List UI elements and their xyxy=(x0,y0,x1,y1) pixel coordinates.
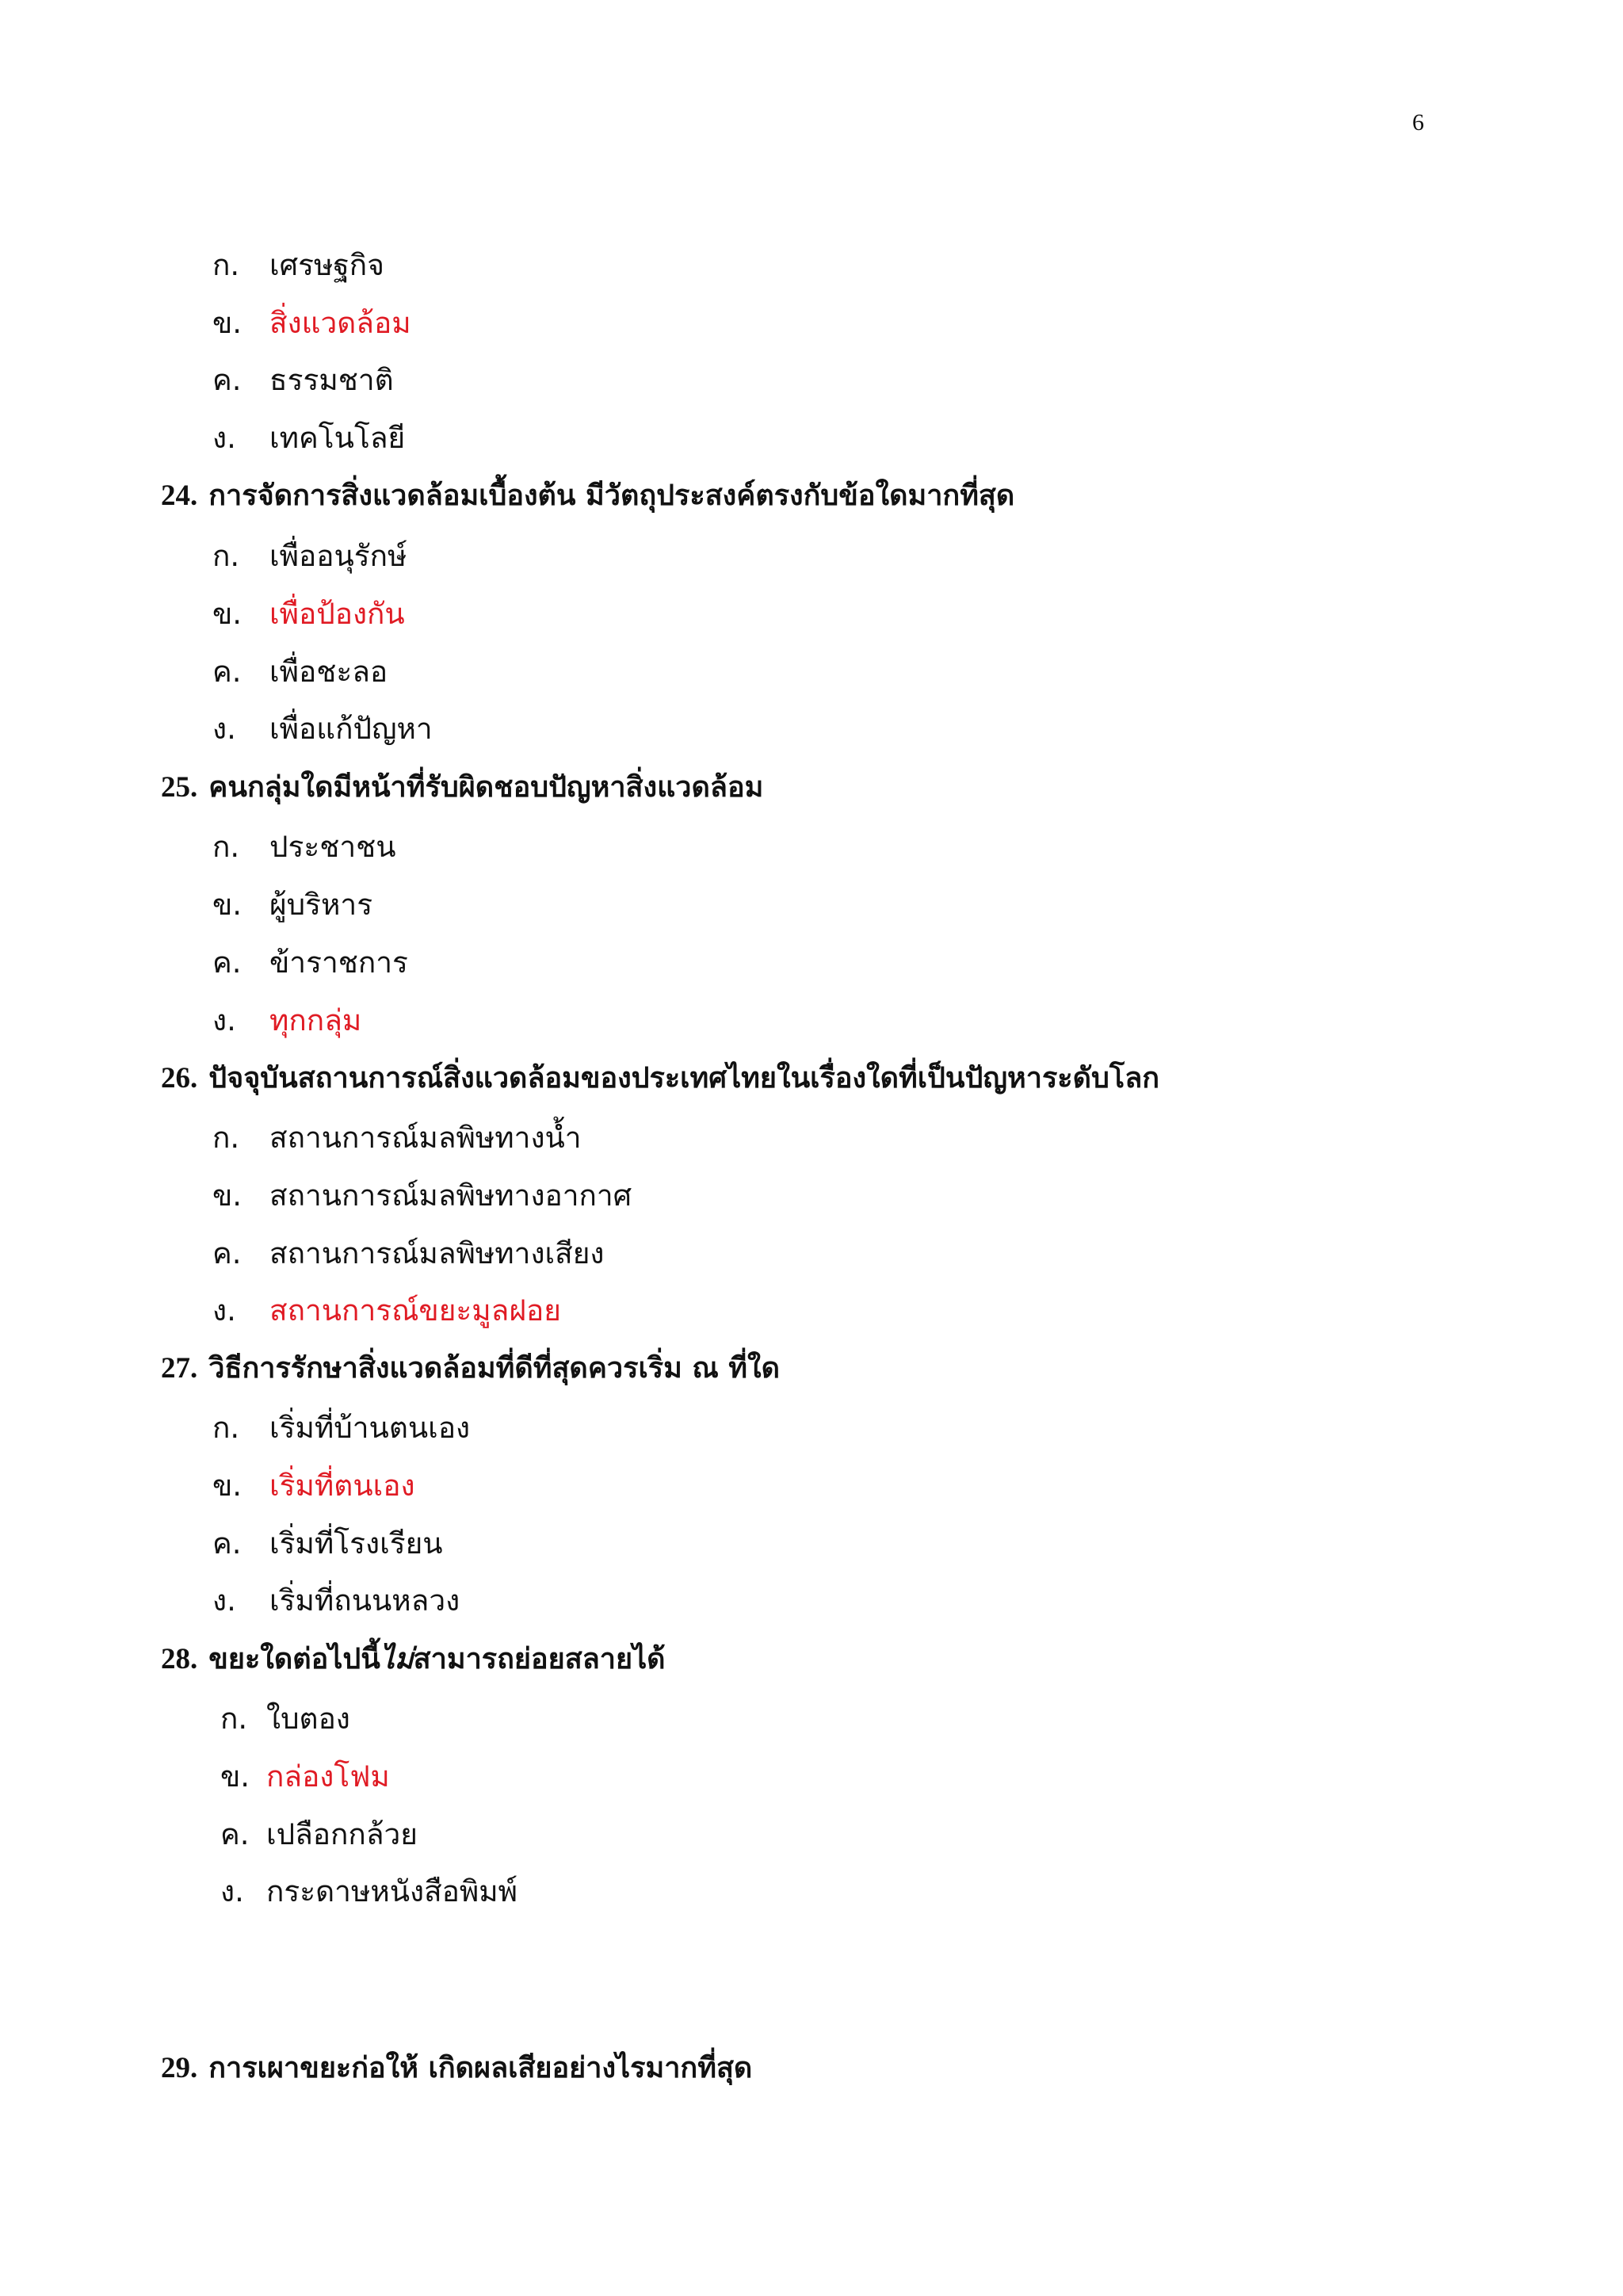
option-letter: ค. xyxy=(212,363,242,397)
option-letter: ค. xyxy=(212,655,242,689)
option-text: ข้าราชการ xyxy=(269,946,408,980)
option-letter: ข. xyxy=(212,1179,242,1213)
question-number: 26. xyxy=(161,1062,198,1095)
question-29 xyxy=(161,2045,752,2090)
option-text: สถานการณ์มลพิษทางน้ำ xyxy=(269,1121,582,1155)
option-text: กระดาษหนังสือพิมพ์ xyxy=(266,1874,518,1908)
option-letter: ก. xyxy=(212,830,240,864)
option-text: ประชาชน xyxy=(269,830,396,864)
question-number: 25. xyxy=(161,771,198,804)
question-text: วิธีการรักษาสิ่งแวดล้อมที่ดีที่สุดควรเริ่ม ณ ที่ใด xyxy=(208,1352,780,1385)
question-text: ขยะใดต่อไปนี้ xyxy=(208,1643,380,1675)
option-text: เริ่มที่ถนนหลวง xyxy=(269,1584,460,1618)
question-text: ปัจจุบันสถานการณ์สิ่งแวดล้อมของประเทศไทยในเรื่องใดที่เป็นปัญหาระดับโลก xyxy=(208,1062,1160,1095)
option-text: เปลือกกล้วย xyxy=(266,1817,418,1851)
option-text: ธรรมชาติ xyxy=(269,363,394,397)
option-letter: ค. xyxy=(220,1817,250,1851)
option-text: สถานการณ์มลพิษทางเสียง xyxy=(269,1236,605,1270)
page-number: 6 xyxy=(1412,109,1424,136)
option-letter: ง. xyxy=(212,712,236,746)
question-text-emphasis: ไม่ xyxy=(380,1643,414,1675)
option-text: เริ่มที่บ้านตนเอง xyxy=(269,1411,471,1445)
option-text: ใบตอง xyxy=(266,1702,350,1736)
option-letter: ก. xyxy=(212,1411,240,1445)
option-text-answer: สิ่งแวดล้อม xyxy=(269,306,411,340)
question-text: การเผาขยะก่อให้ เกิดผลเสียอย่างไรมากที่สุด xyxy=(208,2052,753,2084)
option-letter: ข. xyxy=(220,1759,250,1794)
option-text: เริ่มที่โรงเรียน xyxy=(269,1526,443,1561)
option-letter: ก. xyxy=(212,1121,240,1155)
question-27 xyxy=(161,1345,780,1390)
option-letter: ง. xyxy=(212,1293,236,1328)
question-26 xyxy=(161,1055,1159,1100)
option-text-answer: เพื่อป้องกัน xyxy=(269,597,405,631)
option-letter: ง. xyxy=(212,421,236,455)
option-letter: ข. xyxy=(212,597,242,631)
question-25 xyxy=(161,764,763,809)
option-letter: ค. xyxy=(212,946,242,980)
option-letter: ง. xyxy=(220,1874,244,1908)
question-text: การจัดการสิ่งแวดล้อมเบื้องต้น มีวัตถุประสงค์ตรงกับข้อใดมากที่สุด xyxy=(208,479,1015,512)
option-letter: ง. xyxy=(212,1584,236,1618)
option-text: เทคโนโลยี xyxy=(269,421,406,455)
option-text-answer: เริ่มที่ตนเอง xyxy=(269,1469,415,1503)
question-number: 27. xyxy=(161,1352,198,1385)
option-letter: ง. xyxy=(212,1003,236,1037)
option-letter: ก. xyxy=(212,248,240,282)
question-28 xyxy=(161,1636,666,1681)
question-text: คนกลุ่มใดมีหน้าที่รับผิดชอบปัญหาสิ่งแวดล้อม xyxy=(208,771,764,804)
option-text: เพื่อชะลอ xyxy=(269,655,388,689)
option-letter: ค. xyxy=(212,1236,242,1270)
option-letter: ค. xyxy=(212,1526,242,1561)
question-text: สามารถย่อยสลายได้ xyxy=(413,1643,666,1675)
option-letter: ข. xyxy=(212,888,242,922)
option-letter: ก. xyxy=(220,1702,248,1736)
question-number: 29. xyxy=(161,2052,198,2084)
question-number: 24. xyxy=(161,479,198,512)
option-text-answer: กล่องโฟม xyxy=(266,1759,390,1794)
option-text: สถานการณ์มลพิษทางอากาศ xyxy=(269,1179,632,1213)
option-text: เศรษฐกิจ xyxy=(269,248,384,282)
option-letter: ข. xyxy=(212,1469,242,1503)
option-letter: ก. xyxy=(212,539,240,573)
option-text: เพื่อแก้ปัญหา xyxy=(269,712,433,746)
question-number: 28. xyxy=(161,1643,198,1675)
option-text-answer: ทุกกลุ่ม xyxy=(269,1003,362,1037)
option-letter: ข. xyxy=(212,306,242,340)
option-text: เพื่ออนุรักษ์ xyxy=(269,539,407,573)
option-text: ผู้บริหาร xyxy=(269,888,373,922)
option-text-answer: สถานการณ์ขยะมูลฝอย xyxy=(269,1293,561,1328)
question-24 xyxy=(161,472,1014,518)
